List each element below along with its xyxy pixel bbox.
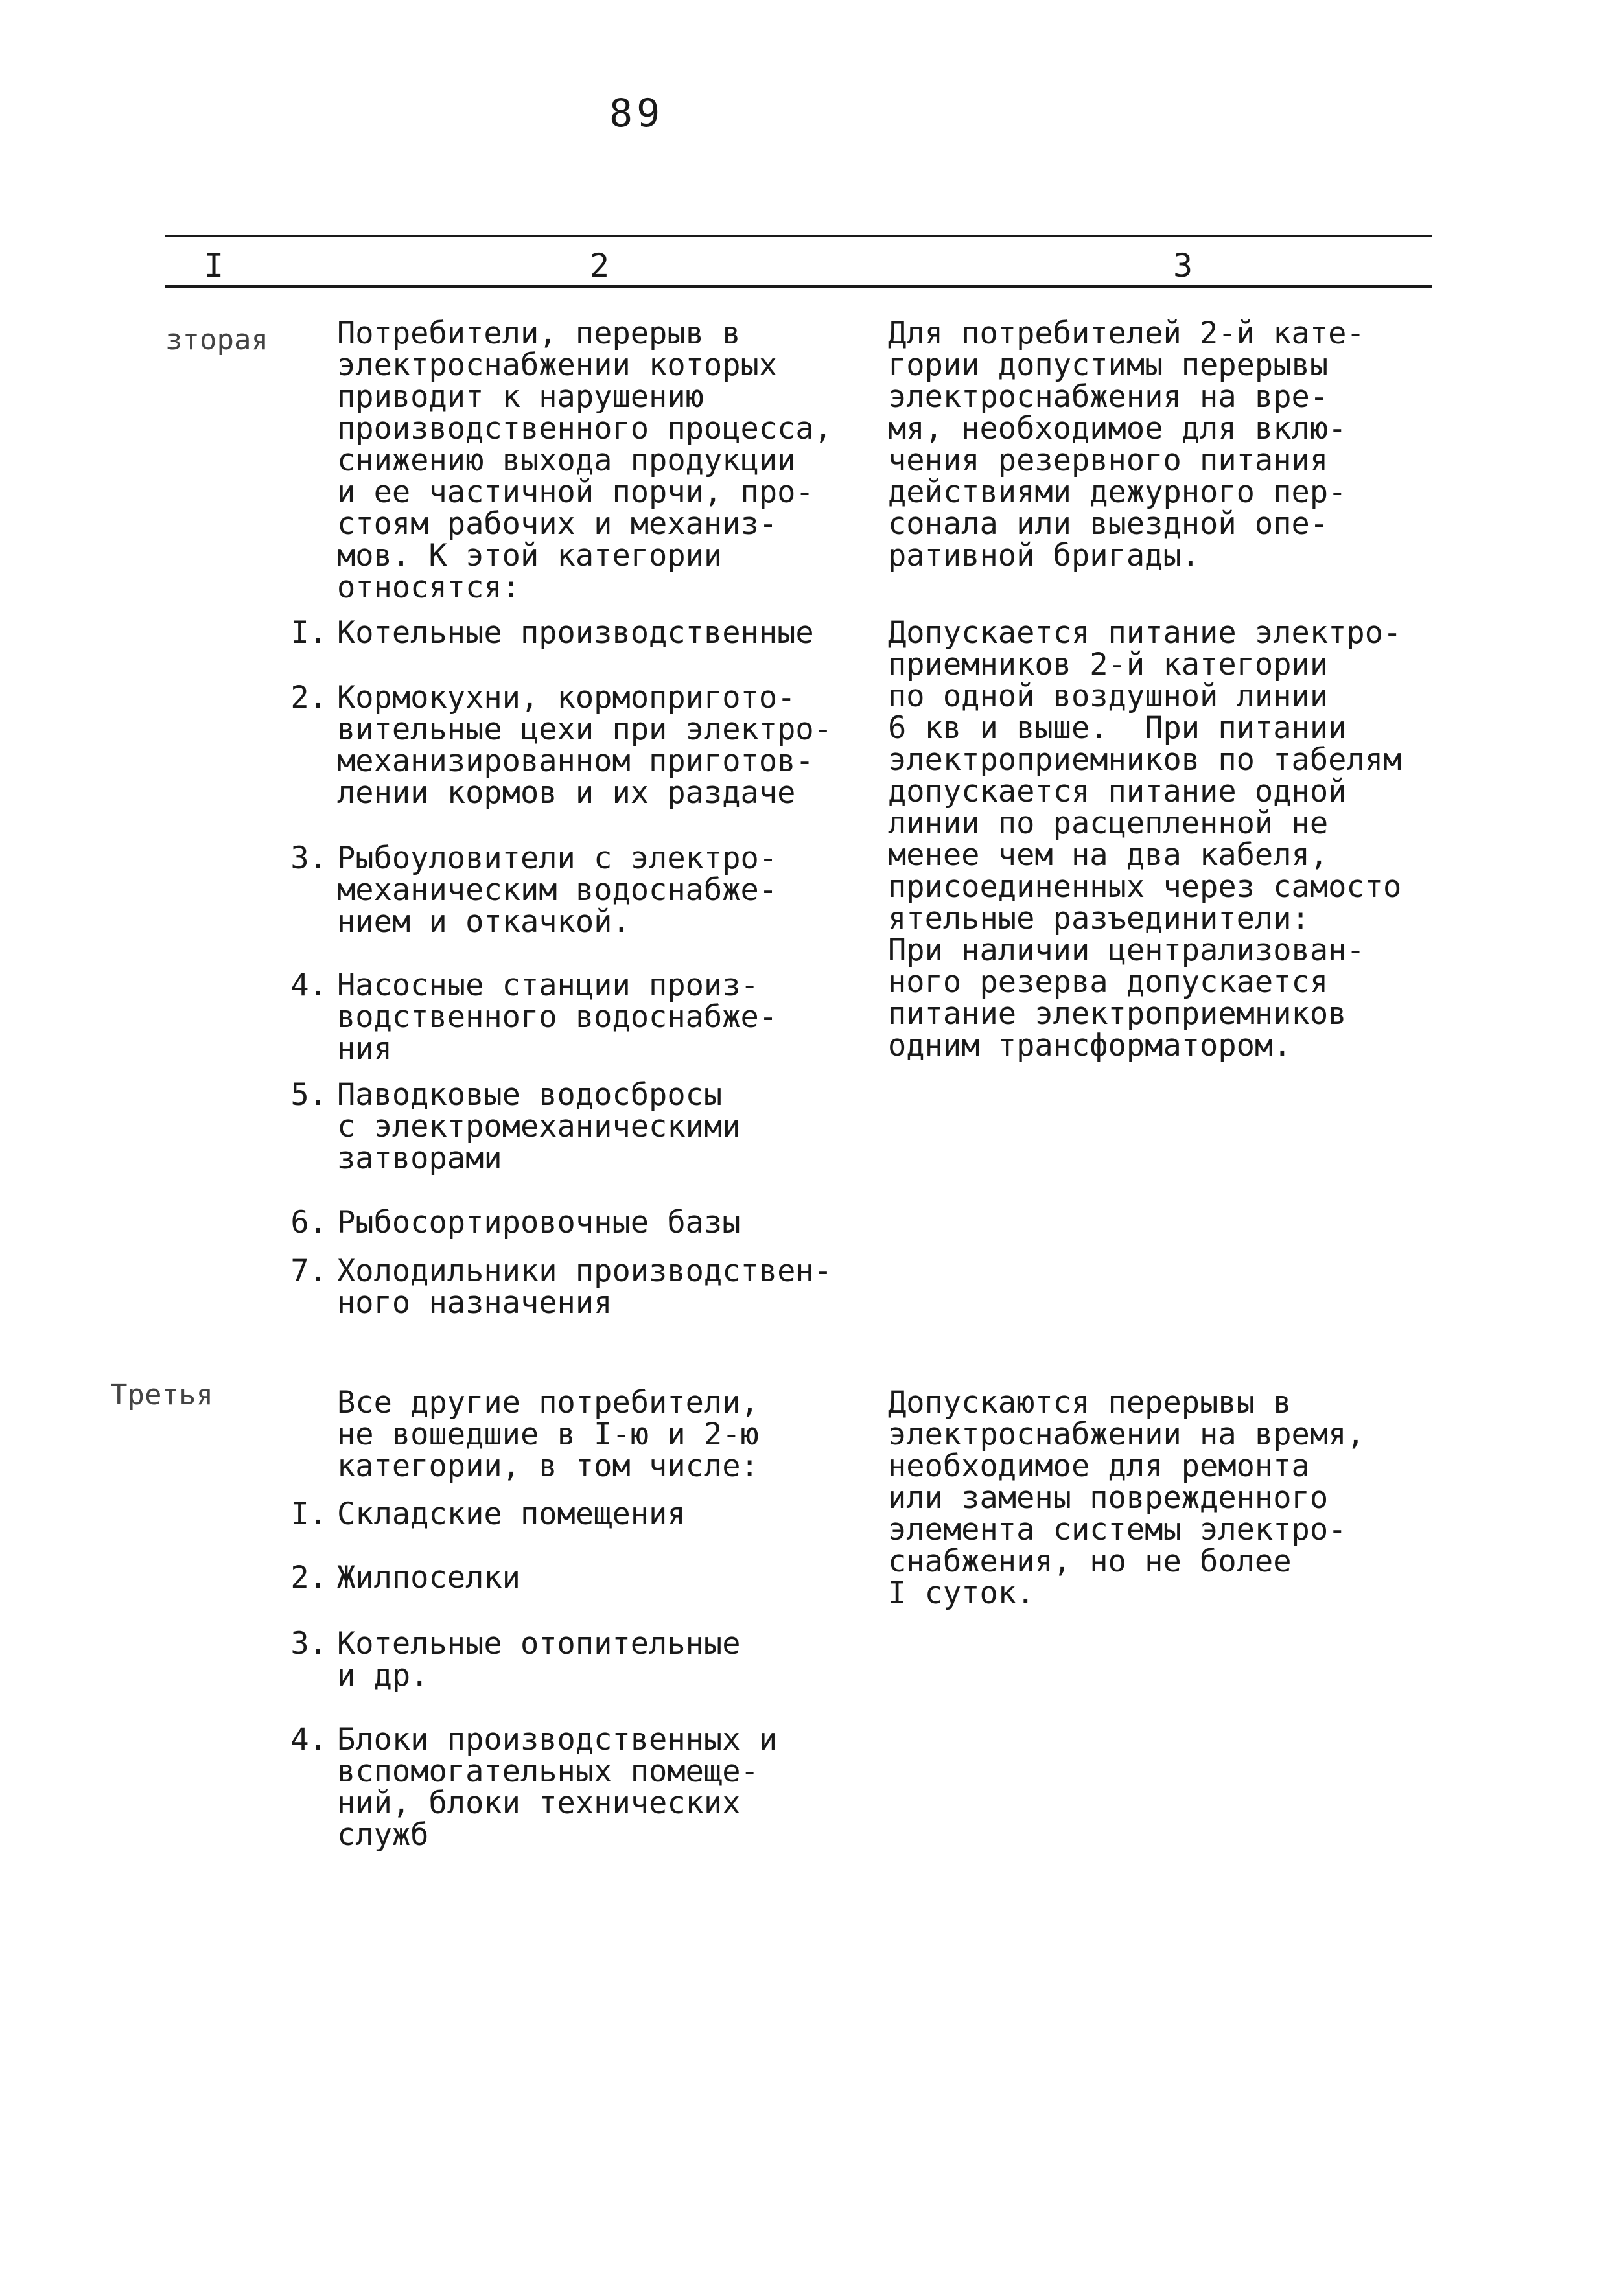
text-line: приемников 2-й категории (888, 647, 1329, 682)
column-header-2: 2 (590, 247, 610, 284)
text-line: Насосные станции произ- (337, 968, 759, 1003)
item-number: 3. (290, 841, 327, 876)
text-line: сонала или выездной опе- (888, 506, 1329, 542)
text-line: ного резерва допускается (888, 964, 1329, 1000)
category-label: зторая (165, 323, 268, 356)
item-number: 7. (290, 1253, 327, 1289)
column-header-1: I (204, 247, 224, 284)
item-number: 5. (290, 1077, 327, 1113)
text-line: 6 кв и выше. При питании (888, 710, 1347, 746)
text-line: нием и откачкой. (337, 904, 631, 940)
table-top-rule (165, 235, 1432, 237)
text-line: и ее частичной порчи, про- (337, 474, 814, 510)
text-line: вспомогательных помеще- (337, 1754, 759, 1789)
text-line: одним трансформатором. (888, 1028, 1292, 1063)
text-line: Холодильники производствен- (337, 1253, 833, 1289)
text-line: или замены поврежденного (888, 1480, 1329, 1516)
text-line: мов. К этой категории (337, 538, 723, 574)
text-line: Допускается питание электро- (888, 615, 1402, 651)
text-line: присоединенных через самосто (888, 869, 1402, 905)
text-line: Блоки производственных и (337, 1722, 778, 1757)
text-line: допускается питание одной (888, 774, 1347, 809)
text-line: Жилпоселки (337, 1560, 520, 1595)
text-line: электроснабжении которых (337, 347, 778, 383)
text-line: вительные цехи при электро- (337, 712, 833, 747)
text-line: Для потребителей 2-й кате- (888, 316, 1365, 351)
text-line: Рыбоуловители с электро- (337, 841, 778, 876)
item-number: 3. (290, 1626, 327, 1662)
text-line: чения резервного питания (888, 443, 1329, 478)
text-line: не вошедшие в I-ю и 2-ю (337, 1417, 759, 1452)
text-line: ного назначения (337, 1285, 612, 1321)
text-line: Котельные производственные (337, 615, 814, 651)
text-line: менее чем на два кабеля, (888, 837, 1329, 873)
text-line: электроснабжения на вре- (888, 379, 1329, 415)
text-line: мя, необходимое для вклю- (888, 411, 1347, 446)
text-line: гории допустимы перерывы (888, 347, 1329, 383)
text-line: затворами (337, 1141, 502, 1176)
text-line: Потребители, перерыв в (337, 316, 741, 351)
text-line: I суток. (888, 1575, 1035, 1611)
category-label: Третья (110, 1378, 213, 1411)
text-line: Допускаются перерывы в (888, 1385, 1292, 1421)
text-line: действиями дежурного пер- (888, 474, 1347, 510)
text-line: Паводковые водосбросы (337, 1077, 723, 1113)
text-line: с электромеханическими (337, 1109, 741, 1144)
page-number: 89 (609, 91, 664, 136)
item-number: 2. (290, 1560, 327, 1595)
item-number: 4. (290, 968, 327, 1003)
item-number: 4. (290, 1722, 327, 1757)
text-line: электроснабжении на время, (888, 1417, 1365, 1452)
text-line: снабжения, но не более (888, 1544, 1292, 1579)
item-number: I. (290, 1496, 327, 1532)
text-line: ний, блоки технических (337, 1785, 741, 1821)
item-number: 6. (290, 1205, 327, 1240)
text-line: механическим водоснабже- (337, 872, 778, 908)
text-line: Рыбосортировочные базы (337, 1205, 741, 1240)
text-line: необходимое для ремонта (888, 1448, 1310, 1484)
text-line: При наличии централизован- (888, 933, 1365, 968)
text-line: ративной бригады. (888, 538, 1200, 574)
text-line: Все другие потребители, (337, 1385, 759, 1421)
text-line: снижению выхода продукции (337, 443, 796, 478)
text-line: категории, в том числе: (337, 1448, 759, 1484)
item-number: I. (290, 615, 327, 651)
text-line: служб (337, 1817, 429, 1853)
text-line: водственного водоснабже- (337, 999, 778, 1035)
text-line: Складские помещения (337, 1496, 686, 1532)
text-line: Котельные отопительные (337, 1626, 741, 1662)
column-header-3: 3 (1173, 247, 1193, 284)
text-line: линии по расцепленной не (888, 806, 1329, 841)
text-line: лении кормов и их раздаче (337, 775, 796, 811)
text-line: относятся: (337, 570, 520, 605)
text-line: приводит к нарушению (337, 379, 704, 415)
table-header-rule (165, 285, 1432, 288)
text-line: по одной воздушной линии (888, 678, 1329, 714)
text-line: элемента системы электро- (888, 1512, 1347, 1548)
text-line: и др. (337, 1658, 429, 1693)
text-line: ния (337, 1031, 392, 1067)
item-number: 2. (290, 680, 327, 715)
text-line: питание электроприемников (888, 996, 1347, 1032)
text-line: Кормокухни, кормопригото- (337, 680, 796, 715)
text-line: ятельные разъединители: (888, 901, 1310, 936)
text-line: механизированном приготов- (337, 743, 814, 779)
text-line: стоям рабочих и механиз- (337, 506, 778, 542)
text-line: производственного процесса, (337, 411, 833, 446)
text-line: электроприемников по табелям (888, 742, 1402, 778)
